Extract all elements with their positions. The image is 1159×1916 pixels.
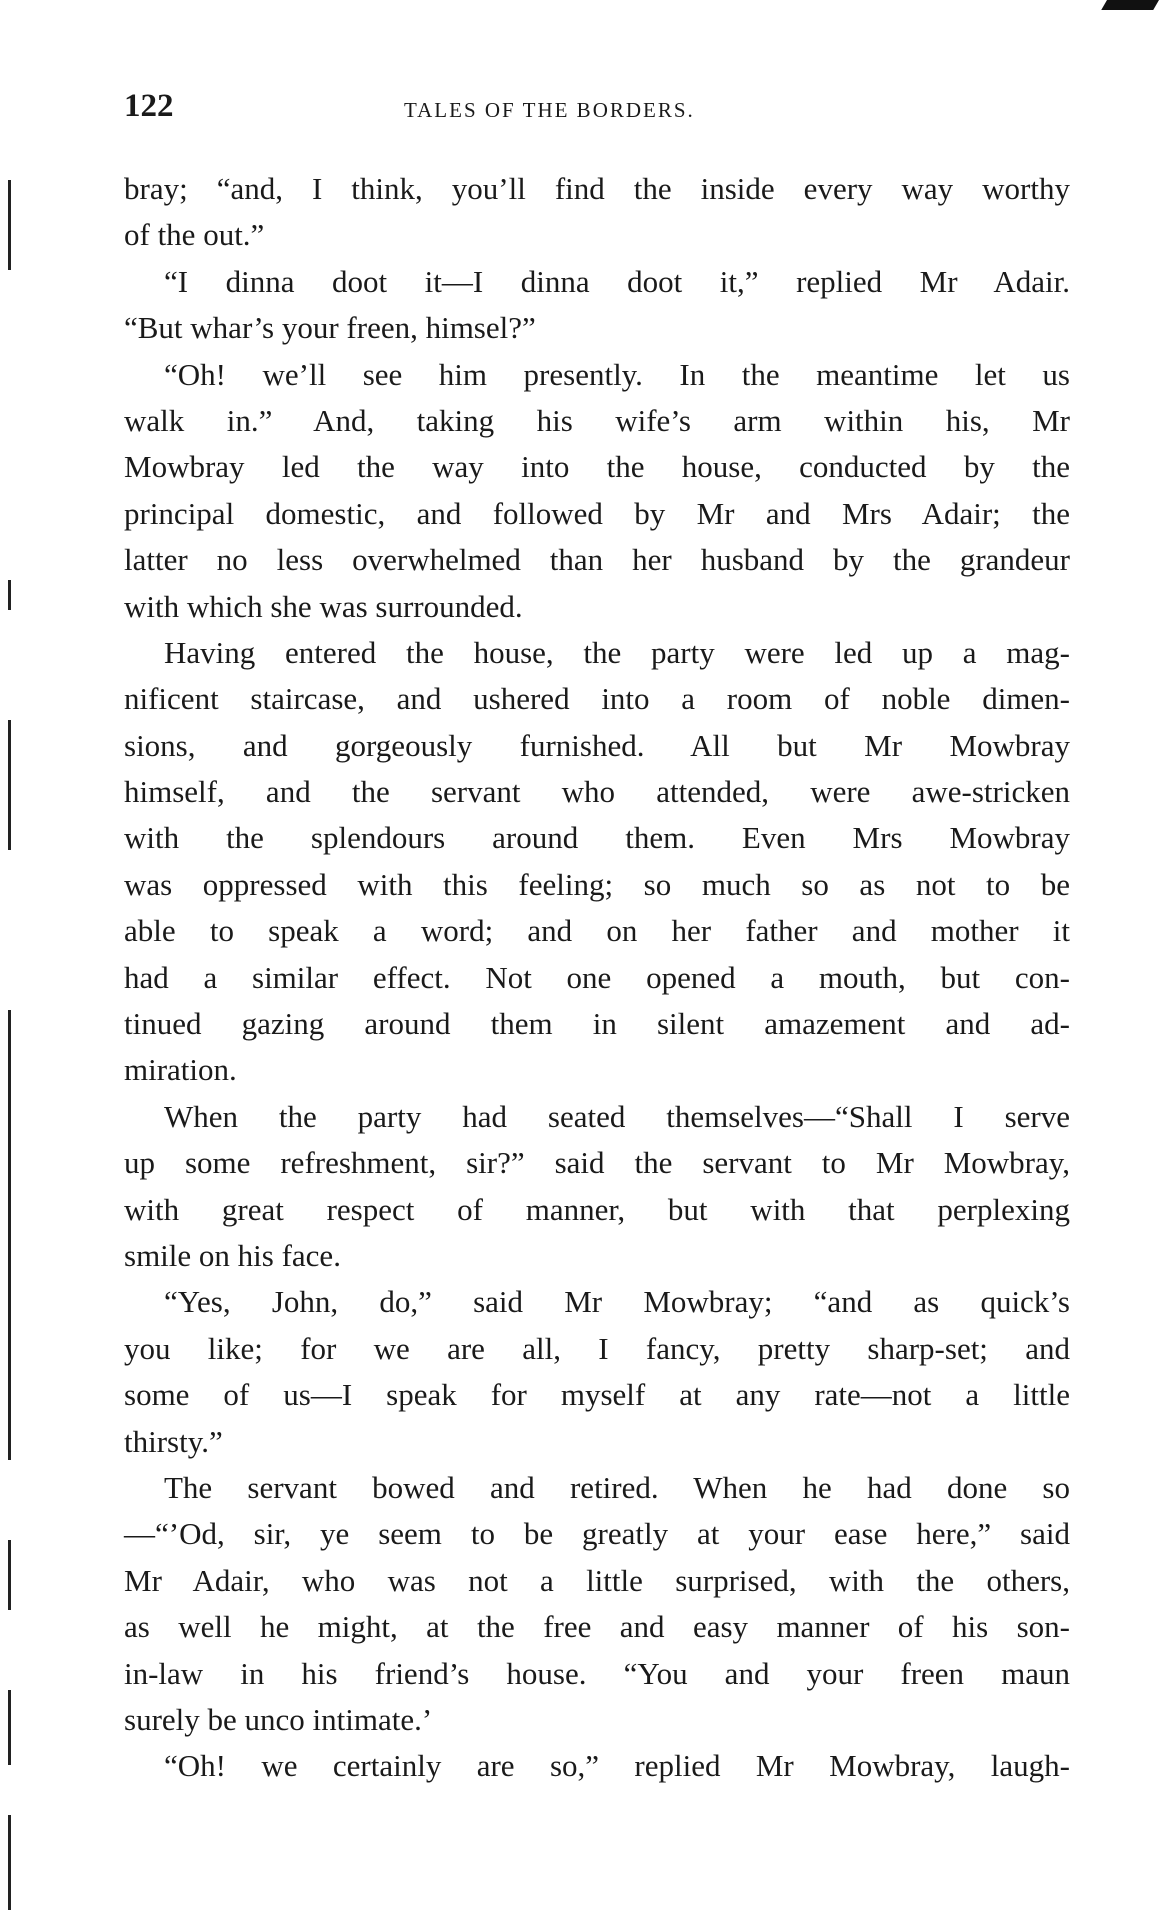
binding-edge-mark: [8, 1815, 11, 1910]
text-line: “Oh! we certainly are so,” replied Mr Mowbray, laugh-: [164, 1748, 1070, 1784]
text-line: in-law in his friend’s house. “You and your freen maun: [124, 1655, 1070, 1691]
running-head: TALES OF THE BORDERS.: [404, 98, 695, 122]
text-line: tinued gazing around them in silent amazement and ad-: [124, 1006, 1070, 1042]
text-line: himself, and the servant who attended, were awe-stricken: [124, 774, 1070, 810]
text-line: of the out.”: [124, 217, 265, 253]
binding-edge-mark: [8, 1690, 11, 1765]
text-line: Having entered the house, the party were led up a mag-: [164, 634, 1070, 670]
text-line: bray; “and, I think, you’ll find the inside every way worthy: [124, 171, 1070, 206]
text-line: with which she was surrounded.: [124, 588, 523, 624]
binding-edge-mark: [8, 180, 11, 270]
text-line: Mowbray led the way into the house, conducted by the: [124, 449, 1070, 485]
text-line: up some refreshment, sir?” said the servant to Mr Mowbray,: [124, 1145, 1070, 1181]
binding-edge-mark: [8, 1540, 11, 1610]
text-line: was oppressed with this feeling; so much so as not to be: [124, 866, 1070, 902]
text-line: “Yes, John, do,” said Mr Mowbray; “and as quick’s: [164, 1284, 1070, 1320]
text-line: “But whar’s your freen, himsel?”: [124, 310, 536, 346]
text-line: “I dinna doot it—I dinna doot it,” replied Mr Adair.: [164, 263, 1070, 299]
text-line: “Oh! we’ll see him presently. In the meantime let us: [164, 356, 1070, 392]
text-line: able to speak a word; and on her father and mother it: [124, 913, 1070, 949]
text-line: as well he might, at the free and easy manner of his son-: [124, 1609, 1070, 1645]
body-text: [124, 166, 1070, 1790]
text-line: The servant bowed and retired. When he had done so: [164, 1469, 1070, 1505]
text-line: some of us—I speak for myself at any rate—not a little: [124, 1377, 1070, 1413]
text-line: When the party had seated themselves—“Shall I serve: [164, 1098, 1070, 1134]
text-line: miration.: [124, 1052, 237, 1088]
page-number: 122: [124, 88, 174, 124]
text-line: you like; for we are all, I fancy, pretty sharp-set; and: [124, 1330, 1070, 1366]
binding-edge-mark: [8, 1010, 11, 1460]
text-line: Mr Adair, who was not a little surprised, with the others,: [124, 1562, 1070, 1598]
binding-edge-mark: [8, 720, 11, 850]
text-line: thirsty.”: [124, 1423, 223, 1459]
binding-edge-mark: [8, 580, 11, 610]
text-line: latter no less overwhelmed than her husband by the grandeur: [124, 542, 1070, 578]
text-line: nificent staircase, and ushered into a room of noble dimen-: [124, 681, 1070, 717]
page-header: [124, 88, 1070, 128]
page-corner-mark: [1101, 0, 1159, 10]
text-line: walk in.” And, taking his wife’s arm within his, Mr: [124, 402, 1070, 438]
text-line: with great respect of manner, but with that perplexing: [124, 1191, 1070, 1227]
text-line: surely be unco intimate.’: [124, 1701, 433, 1737]
text-line: —“’Od, sir, ye seem to be greatly at your ease here,” said: [124, 1516, 1070, 1552]
text-line: principal domestic, and followed by Mr and Mrs Adair; the: [124, 495, 1070, 531]
text-line: smile on his face.: [124, 1237, 341, 1273]
text-line: with the splendours around them. Even Mrs Mowbray: [124, 820, 1070, 856]
text-line: had a similar effect. Not one opened a mouth, but con-: [124, 959, 1070, 995]
text-line: sions, and gorgeously furnished. All but Mr Mowbray: [124, 727, 1070, 763]
